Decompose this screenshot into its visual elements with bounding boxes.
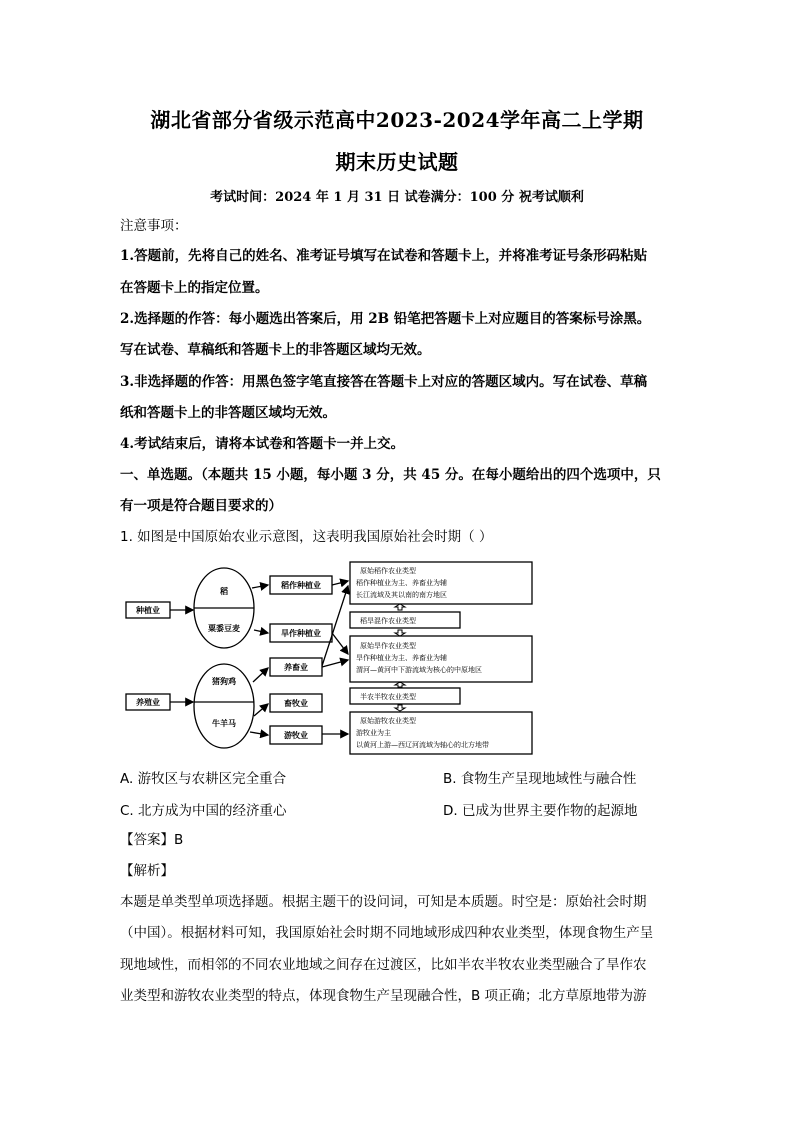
diagram-box1-line1: 原始稻作农业类型 xyxy=(360,567,416,575)
analysis-line3: 现地域性，而相邻的不同农业地域之间存在过渡区，比如半农半牧农业类型融合了旱作农 xyxy=(120,957,647,973)
analysis-label: 【解析】 xyxy=(120,863,174,879)
diagram-oval1-top: 稻 xyxy=(220,587,228,596)
exam-title-line2: 期末历史试题 xyxy=(335,150,459,174)
analysis-line4: 业类型和游牧农业类型的特点，体现食物生产呈现融合性，B 项正确；北方草原地带为游 xyxy=(120,988,647,1004)
diagram-box3-line1: 原始旱作农业类型 xyxy=(360,642,416,650)
notice-item1-a: 1.答题前，先将自己的姓名、准考证号填写在试卷和答题卡上，并将准考证号条形码粘贴 xyxy=(120,248,648,264)
diagram-box3-line3: 渭河—黄河中下游流域为核心的中原地区 xyxy=(356,666,482,674)
diagram-oval2-top: 猪狗鸡 xyxy=(212,677,236,686)
diagram-left-label-breeding: 养殖业 xyxy=(136,698,160,707)
analysis-line2: （中国）。根据材料可知，我国原始社会时期不同地域形成四种农业类型，体现食物生产呈 xyxy=(120,925,654,941)
diagram-oval1-bottom: 粟黍豆麦 xyxy=(208,624,240,633)
notice-item4: 4.考试结束后，请将本试卷和答题卡一并上交。 xyxy=(120,436,405,452)
diagram-mid-label-1: 稻作种植业 xyxy=(281,581,321,590)
diagram-box1-line2: 稻作种植业为主、养畜业为辅 xyxy=(356,579,447,587)
notice-item2-a: 2.选择题的作答：每小题选出答案后，用 2B 铅笔把答题卡上对应题目的答案标号涂黑。 xyxy=(120,311,651,327)
diagram-box5-line3: 以黄河上游—西辽河流域为轴心的北方地带 xyxy=(356,741,489,749)
exam-meta: 考试时间：2024 年 1 月 31 日 试卷满分：100 分 祝考试顺利 xyxy=(210,190,584,205)
diagram-box4-label: 半农半牧农业类型 xyxy=(360,693,416,701)
diagram-box3-line2: 旱作种植业为主、养畜业为辅 xyxy=(356,654,447,662)
agriculture-diagram xyxy=(120,556,540,756)
diagram-box1-line3: 长江流域及其以南的南方地区 xyxy=(356,591,447,599)
notice-heading: 注意事项： xyxy=(120,218,188,234)
question1-stem: 1. 如图是中国原始农业示意图，这表明我国原始社会时期（ ） xyxy=(120,529,493,545)
diagram-box5-line1: 原始游牧农业类型 xyxy=(360,717,416,725)
analysis-line1: 本题是单类型单项选择题。根据主题干的设问词，可知是本质题。时空是：原始社会时期 xyxy=(120,894,647,910)
answer-label: 【答案】B xyxy=(120,832,184,848)
option-b: B. 食物生产呈现地域性与融合性 xyxy=(443,771,637,787)
diagram-mid-label-4: 畜牧业 xyxy=(284,699,308,708)
notice-item2-b: 写在试卷、草稿纸和答题卡上的非答题区域均无效。 xyxy=(120,342,431,358)
option-c: C. 北方成为中国的经济重心 xyxy=(120,803,287,819)
diagram-mid-label-3: 养畜业 xyxy=(284,663,308,672)
notice-item1-b: 在答题卡上的指定位置。 xyxy=(120,280,269,296)
notice-item3-b: 纸和答题卡上的非答题区域均无效。 xyxy=(120,405,336,421)
diagram-mid-label-2: 旱作种植业 xyxy=(281,629,321,638)
diagram-box5-line2: 游牧业为主 xyxy=(356,729,391,737)
diagram-left-label-planting: 种植业 xyxy=(136,606,160,615)
diagram-mid-label-5: 游牧业 xyxy=(284,731,308,740)
option-a: A. 游牧区与农耕区完全重合 xyxy=(120,771,287,787)
option-d: D. 已成为世界主要作物的起源地 xyxy=(443,803,638,819)
diagram-oval2-bottom: 牛羊马 xyxy=(212,719,236,728)
section-heading-a: 一、单选题。（本题共 15 小题，每小题 3 分，共 45 分。在每小题给出的四个选项中，只 xyxy=(120,467,661,483)
exam-title-line1: 湖北省部分省级示范高中2023-2024学年高二上学期 xyxy=(150,108,644,132)
notice-item3-a: 3.非选择题的作答：用黑色签字笔直接答在答题卡上对应的答题区域内。写在试卷、草稿 xyxy=(120,374,648,390)
section-heading-b: 有一项是符合题目要求的） xyxy=(120,498,282,514)
diagram-box2-label: 稻旱混作农业类型 xyxy=(360,617,416,625)
